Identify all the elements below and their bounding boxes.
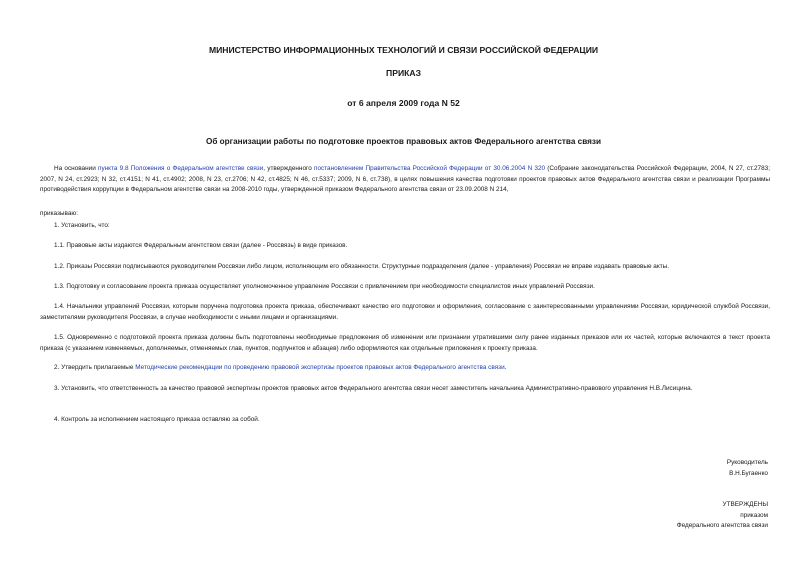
ministry-heading: МИНИСТЕРСТВО ИНФОРМАЦИОННЫХ ТЕХНОЛОГИЙ И СВЯЗИ РОССИЙСКОЙ ФЕДЕРАЦИИ [208, 45, 599, 55]
item-1-3: 1.3. Подготовку и согласование проекта приказа осуществляет уполномоченное управление Россвязи с привлечением при необходимости специалистов иных управлений Россвязи. [54, 283, 595, 290]
preamble-mid: , утвержденного [263, 165, 314, 172]
order-word: приказываю: [40, 210, 78, 217]
date-number-heading: от 6 апреля 2009 года N 52 [347, 98, 460, 108]
signature-position: Руководитель [726, 459, 768, 466]
doc-type-heading: ПРИКАЗ [386, 68, 421, 78]
approval-line-2: приказом [740, 511, 768, 519]
item-1-4: 1.4. Начальники управлений Россвязи, которым поручена подготовка проекта приказа, обеспечивают качество его подготовки и оформления, согласование с заинтересованными управлениями Россвязи, юридической службой Россвязи, заместителями руководителя Россвязи, в случае необходимости с иными лицами и организациями. [40, 303, 770, 321]
signature-block [727, 458, 768, 479]
approval-block [677, 500, 768, 532]
item-1-3-block [40, 282, 770, 293]
item-1-5-block [40, 333, 770, 354]
item-2-end: . [504, 364, 507, 371]
regulation-link[interactable]: пункта 9.8 Положения о Федеральном агентстве связи [98, 165, 264, 172]
item-2-block [40, 363, 770, 374]
item-3: 3. Установить, что ответственность за качество правовой экспертизы проектов правовых актов Федерального агентства связи несет заместитель начальника Административно-правового управления Н.В.Лисицина. [54, 385, 693, 392]
item-1-block [40, 221, 770, 232]
item-2-lead: 2. Утвердить прилагаемые [54, 364, 136, 371]
preamble-paragraph [40, 164, 770, 196]
order-block [40, 209, 770, 220]
signature-name: В.Н.Бугаенко [729, 469, 768, 477]
item-3-block [40, 384, 770, 395]
approval-line-1: УТВЕРЖДЕНЫ [722, 501, 768, 508]
resolution-link[interactable]: постановлением Правительства Российской Федерации от 30.06.2004 N 320 [313, 165, 546, 172]
preamble-lead: На основании [54, 165, 98, 172]
document-title: Об организации работы по подготовке проектов правовых актов Федерального агентства связи [205, 137, 602, 146]
item-1-4-block [40, 302, 770, 323]
approval-line-3: Федерального агентства связи [676, 522, 768, 529]
item-1-2-block [40, 262, 770, 273]
item-1-5: 1.5. Одновременно с подготовкой проекта приказа должны быть подготовлены необходимые предложения об изменении или признании утратившими силу ранее изданных приказов или их частей, которые включаются в текст проекта приказа (с указанием изменяемых, дополняемых, отменяемых глав, пунктов, подпунктов и абзацев) либо оформляются как отдельные приложения к проекту приказа. [40, 334, 770, 352]
item-4-block [40, 415, 770, 426]
document-body [40, 164, 770, 196]
item-1-1: 1.1. Правовые акты издаются Федеральным агентством связи (далее - Россвязь) в виде приказов. [54, 242, 348, 249]
item-4: 4. Контроль за исполнением настоящего приказа оставляю за собой. [54, 416, 260, 423]
item-1: 1. Установить, что: [54, 222, 110, 229]
item-2 [40, 363, 770, 374]
preamble-rest: (Собрание законодательства Российской Федерации, 2004, N 27, ст.2783; 2007, N 24, ст.2923; N 32, ст.4151; N 41, ст.4902; 2008, N 23, ст.2706; N 42, ст.4825; N 46, ст.5337; 2009, N 6, ст.738), в целях повышения качества подготовки проектов правовых актов Федерального агентства связи и реализации Программы противодействия коррупции в Федеральном агентстве связи на 2008-2010 годы, утвержденной приказом Федерального агентства связи от 23.09.2008 N 214, [40, 165, 770, 193]
methodical-recommendations-link[interactable]: Методические рекомендации по проведению правовой экспертизы проектов правовых актов Федерального агентства связи [135, 364, 505, 371]
item-1-1-block [40, 241, 770, 252]
item-1-2: 1.2. Приказы Россвязи подписываются руководителем Россвязи либо лицом, исполняющим его обязанности. Структурные подразделения (далее - управления) Россвязи не вправе издавать правовые акты. [54, 263, 670, 270]
